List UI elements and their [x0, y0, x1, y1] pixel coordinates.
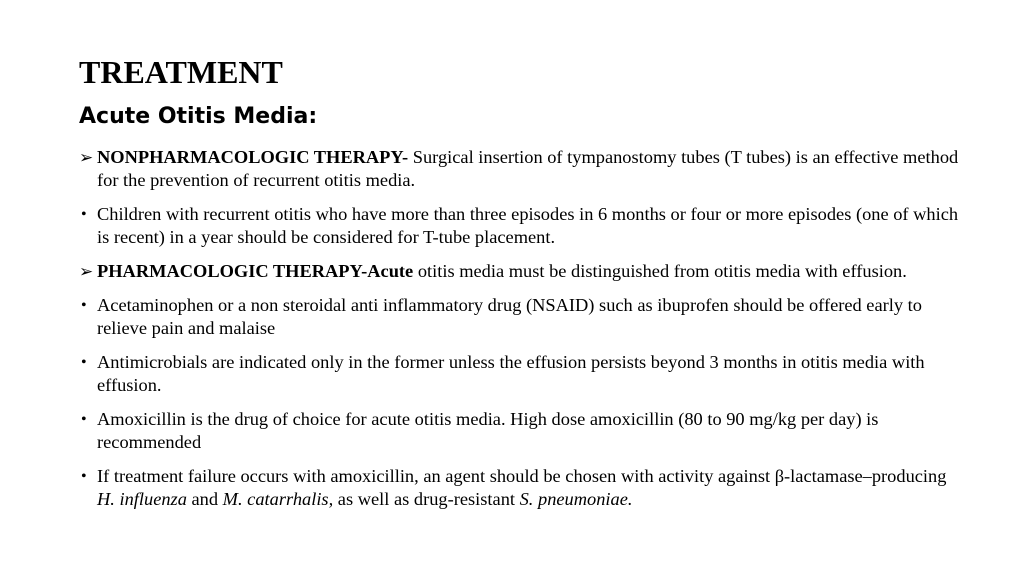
item-text: Acetaminophen or a non steroidal anti inflammatory drug (NSAID) such as ibuprofen should be offered early to relieve pain and malaise [97, 295, 922, 338]
dot-bullet-icon: • [81, 354, 87, 371]
item-text: as well as drug-resistant [333, 489, 520, 509]
dot-bullet-icon: • [81, 297, 87, 314]
list-item-amoxicillin [79, 408, 959, 454]
item-text: Amoxicillin is the drug of choice for acute otitis media. High dose amoxicillin (80 to 90 mg/kg per day) is recommended [97, 409, 879, 452]
list-item-treatment-failure [79, 465, 959, 511]
slide-subtitle: Acute Otitis Media: [79, 104, 318, 129]
item-text: Surgical insertion of tympanostomy tubes (T tubes) is an effective method for the prevention of recurrent otitis media. [97, 147, 959, 190]
item-text: and [186, 489, 223, 509]
item-text: otitis media must be distinguished from otitis media with effusion. [413, 261, 907, 281]
list-item-recurrent [79, 203, 959, 249]
organism-name: H. influenza [97, 489, 187, 509]
item-text: Antimicrobials are indicated only in the former unless the effusion persists beyond 3 months in otitis media with effusion. [97, 352, 925, 395]
list-item-nonpharmacologic [79, 146, 959, 192]
item-label: PHARMACOLOGIC THERAPY-Acute [97, 261, 414, 281]
item-text: Children with recurrent otitis who have more than three episodes in 6 months or four or more episodes (one of which is recent) in a year should be considered for T-tube placement. [97, 204, 959, 247]
list-item-acetaminophen [79, 294, 959, 340]
arrow-bullet-icon: ➢ [79, 262, 94, 281]
dot-bullet-icon: • [81, 206, 87, 223]
dot-bullet-icon: • [81, 411, 87, 428]
slide-title: TREATMENT [79, 54, 283, 90]
arrow-bullet-icon: ➢ [79, 148, 94, 167]
bullet-list [79, 146, 959, 522]
list-item-pharmacologic [79, 260, 959, 283]
organism-name: M. catarrhalis, [222, 489, 334, 509]
list-item-antimicrobials [79, 351, 959, 397]
dot-bullet-icon: • [81, 468, 87, 485]
item-text: If treatment failure occurs with amoxicillin, an agent should be chosen with activity against β-lactamase–producing [97, 466, 947, 486]
organism-name: S. pneumoniae. [519, 489, 633, 509]
item-label: NONPHARMACOLOGIC THERAPY- [97, 147, 409, 167]
